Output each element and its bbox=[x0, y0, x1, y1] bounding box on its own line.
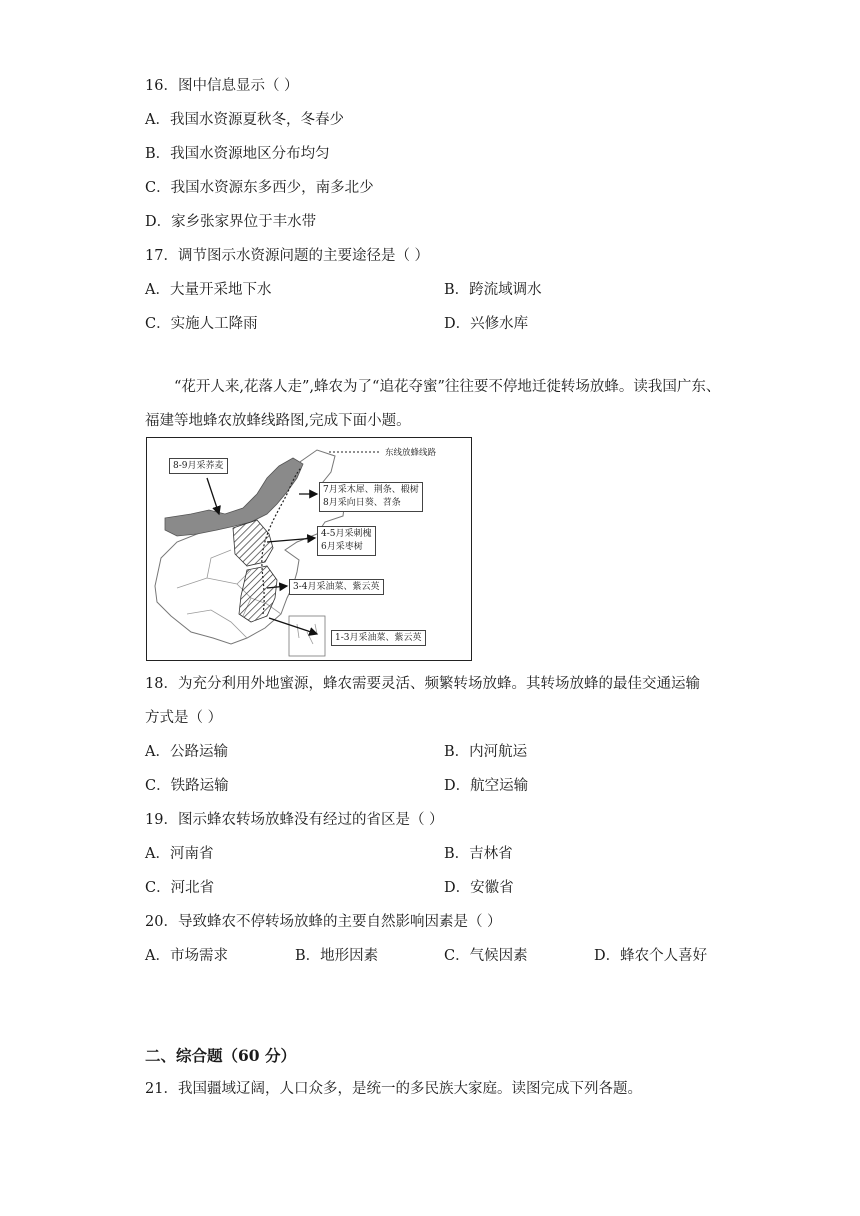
q17-option-a: A．大量开采地下水 bbox=[145, 282, 272, 298]
map-label-march-april: 3-4月采油菜、紫云英 bbox=[289, 579, 384, 595]
intro-paragraph: “花开人来,花落人走”,蜂农为了“追花夺蜜”往往要不停地迁徙转场放蜂。读我国广东、福建等地蜂农放蜂线路图,完成下面小题。 bbox=[145, 379, 721, 429]
q16-option-d: D．家乡张家界位于丰水带 bbox=[145, 214, 317, 230]
q20-option-a: A．市场需求 bbox=[145, 948, 228, 964]
q19-option-b: B．吉林省 bbox=[444, 846, 513, 862]
q17-option-c: C．实施人工降雨 bbox=[145, 316, 258, 332]
map-label-buckwheat: 8-9月采荞麦 bbox=[169, 458, 228, 474]
south-sea-inset bbox=[289, 616, 325, 656]
q18-stem-line2: 方式是（ ） bbox=[145, 710, 223, 726]
map-legend: 东线放蜂线路 bbox=[385, 448, 437, 458]
map-label-april: 4-5月采刺槐 bbox=[321, 529, 372, 539]
map-label-jan-march: 1-3月采油菜、紫云英 bbox=[331, 630, 426, 646]
beekeeping-route-map bbox=[146, 437, 472, 661]
q17-stem: 17．调节图示水资源问题的主要途径是（ ） bbox=[145, 248, 430, 264]
map-label-july: 7月采木犀、荆条、椴树 bbox=[323, 485, 419, 495]
q16-option-b: B．我国水资源地区分布均匀 bbox=[145, 146, 330, 162]
q16-stem: 16．图中信息显示（ ） bbox=[145, 78, 299, 94]
q19-option-c: C．河北省 bbox=[145, 880, 215, 896]
route-zone-north bbox=[233, 520, 273, 566]
q18-option-d: D．航空运输 bbox=[444, 778, 529, 794]
q18-option-c: C．铁路运输 bbox=[145, 778, 229, 794]
q20-option-c: C．气候因素 bbox=[444, 948, 528, 964]
q21-stem: 21．我国疆域辽阔，人口众多，是统一的多民族大家庭。读图完成下列各题。 bbox=[145, 1081, 642, 1097]
q19-stem: 19．图示蜂农转场放蜂没有经过的省区是（ ） bbox=[145, 812, 444, 828]
q16-option-a: A．我国水资源夏秋冬，冬春少 bbox=[145, 112, 344, 128]
route-zone-south bbox=[239, 566, 277, 622]
q19-option-a: A．河南省 bbox=[145, 846, 214, 862]
q17-option-b: B．跨流域调水 bbox=[444, 282, 542, 298]
q18-option-b: B．内河航运 bbox=[444, 744, 528, 760]
section-heading: 二、综合题（60 分） bbox=[145, 1046, 296, 1065]
q16-option-c: C．我国水资源东多西少，南多北少 bbox=[145, 180, 374, 196]
map-label-july-august bbox=[319, 482, 423, 512]
q20-option-b: B．地形因素 bbox=[295, 948, 379, 964]
map-label-april-june bbox=[317, 526, 376, 556]
q20-option-d: D．蜂农个人喜好 bbox=[594, 948, 708, 964]
q18-option-a: A．公路运输 bbox=[145, 744, 228, 760]
q20-stem: 20．导致蜂农不停转场放蜂的主要自然影响因素是（ ） bbox=[145, 914, 502, 930]
q18-stem-line1: 18．为充分利用外地蜜源，蜂农需要灵活、频繁转场放蜂。其转场放蜂的最佳交通运输 bbox=[145, 676, 700, 692]
map-label-august: 8月采向日葵、苕条 bbox=[323, 498, 401, 508]
q19-option-d: D．安徽省 bbox=[444, 880, 514, 896]
map-label-june: 6月采枣树 bbox=[321, 542, 363, 552]
q17-option-d: D．兴修水库 bbox=[444, 316, 529, 332]
